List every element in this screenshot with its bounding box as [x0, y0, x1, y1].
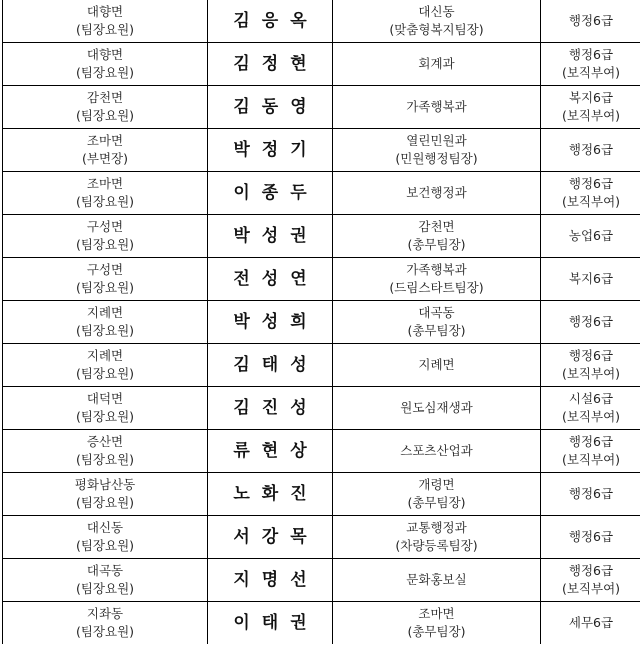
- employee-name: 이태권: [233, 612, 319, 633]
- employee-name: 지명선: [233, 569, 319, 590]
- table-row: [3, 559, 640, 602]
- employee-name-cell: [208, 43, 333, 86]
- new-post-cell: 감천면 (총무팀장): [333, 215, 541, 258]
- grade-cell: 행정6급 (보직부여): [541, 172, 640, 215]
- employee-name: 김정현: [233, 53, 319, 74]
- grade-cell: 복지6급 (보직부여): [541, 86, 640, 129]
- new-post-cell: 열린민원과 (민원행정팀장): [333, 129, 541, 172]
- new-post-cell: 스포츠산업과: [333, 430, 541, 473]
- grade-cell: 행정6급: [541, 301, 640, 344]
- previous-post-cell: 조마면 (팀장요원): [3, 172, 208, 215]
- employee-name: 김응옥: [233, 10, 319, 31]
- table-row: [3, 215, 640, 258]
- employee-name-cell: [208, 516, 333, 559]
- employee-name: 박성권: [233, 225, 319, 246]
- employee-name-cell: [208, 344, 333, 387]
- personnel-transfer-table: [2, 0, 640, 644]
- employee-name: 노화진: [233, 483, 319, 504]
- previous-post-cell: 평화남산동 (팀장요원): [3, 473, 208, 516]
- new-post-cell: 지례면: [333, 344, 541, 387]
- employee-name: 류현상: [233, 440, 319, 461]
- employee-name: 전성연: [233, 268, 319, 289]
- grade-cell: 행정6급: [541, 516, 640, 559]
- grade-cell: 시설6급 (보직부여): [541, 387, 640, 430]
- table-row: [3, 473, 640, 516]
- employee-name-cell: [208, 430, 333, 473]
- new-post-cell: 보건행정과: [333, 172, 541, 215]
- grade-cell: 행정6급: [541, 0, 640, 43]
- previous-post-cell: 대향면 (팀장요원): [3, 43, 208, 86]
- table-row: [3, 86, 640, 129]
- grade-cell: 행정6급: [541, 473, 640, 516]
- previous-post-cell: 대신동 (팀장요원): [3, 516, 208, 559]
- previous-post-cell: 대곡동 (팀장요원): [3, 559, 208, 602]
- new-post-cell: 개령면 (총무팀장): [333, 473, 541, 516]
- new-post-cell: 가족행복과: [333, 86, 541, 129]
- grade-cell: 세무6급: [541, 602, 640, 645]
- table-body: [3, 0, 640, 644]
- table-row: [3, 301, 640, 344]
- table-row: [3, 43, 640, 86]
- new-post-cell: 대곡동 (총무팀장): [333, 301, 541, 344]
- employee-name-cell: [208, 172, 333, 215]
- table-row: [3, 602, 640, 645]
- table-row: [3, 129, 640, 172]
- employee-name: 이종두: [233, 182, 319, 203]
- previous-post-cell: 대덕면 (팀장요원): [3, 387, 208, 430]
- table-row: [3, 0, 640, 43]
- new-post-cell: 교통행정과 (차량등록팀장): [333, 516, 541, 559]
- employee-name-cell: [208, 215, 333, 258]
- table-row: [3, 258, 640, 301]
- employee-name: 박정기: [233, 139, 319, 160]
- new-post-cell: 원도심재생과: [333, 387, 541, 430]
- table-row: [3, 516, 640, 559]
- employee-name: 김태성: [233, 354, 319, 375]
- previous-post-cell: 구성면 (팀장요원): [3, 258, 208, 301]
- employee-name-cell: [208, 387, 333, 430]
- new-post-cell: 가족행복과 (드림스타트팀장): [333, 258, 541, 301]
- previous-post-cell: 지좌동 (팀장요원): [3, 602, 208, 645]
- table-row: [3, 344, 640, 387]
- employee-name: 김진성: [233, 397, 319, 418]
- table-row: [3, 172, 640, 215]
- previous-post-cell: 증산면 (팀장요원): [3, 430, 208, 473]
- employee-name-cell: [208, 0, 333, 43]
- previous-post-cell: 감천면 (팀장요원): [3, 86, 208, 129]
- employee-name-cell: [208, 473, 333, 516]
- grade-cell: 행정6급 (보직부여): [541, 559, 640, 602]
- grade-cell: 행정6급 (보직부여): [541, 430, 640, 473]
- new-post-cell: 문화홍보실: [333, 559, 541, 602]
- previous-post-cell: 조마면 (부면장): [3, 129, 208, 172]
- employee-name-cell: [208, 301, 333, 344]
- grade-cell: 행정6급 (보직부여): [541, 43, 640, 86]
- new-post-cell: 회계과: [333, 43, 541, 86]
- new-post-cell: 대신동 (맞춤형복지팀장): [333, 0, 541, 43]
- employee-name-cell: [208, 602, 333, 645]
- employee-name-cell: [208, 258, 333, 301]
- table-row: [3, 430, 640, 473]
- grade-cell: 행정6급 (보직부여): [541, 344, 640, 387]
- previous-post-cell: 대향면 (팀장요원): [3, 0, 208, 43]
- employee-name-cell: [208, 129, 333, 172]
- employee-name: 서강목: [233, 526, 319, 547]
- employee-name-cell: [208, 559, 333, 602]
- previous-post-cell: 지례면 (팀장요원): [3, 344, 208, 387]
- grade-cell: 복지6급: [541, 258, 640, 301]
- grade-cell: 행정6급: [541, 129, 640, 172]
- employee-name-cell: [208, 86, 333, 129]
- grade-cell: 농업6급: [541, 215, 640, 258]
- employee-name: 김동영: [233, 96, 319, 117]
- previous-post-cell: 지례면 (팀장요원): [3, 301, 208, 344]
- employee-name: 박성희: [233, 311, 319, 332]
- new-post-cell: 조마면 (총무팀장): [333, 602, 541, 645]
- table-row: [3, 387, 640, 430]
- previous-post-cell: 구성면 (팀장요원): [3, 215, 208, 258]
